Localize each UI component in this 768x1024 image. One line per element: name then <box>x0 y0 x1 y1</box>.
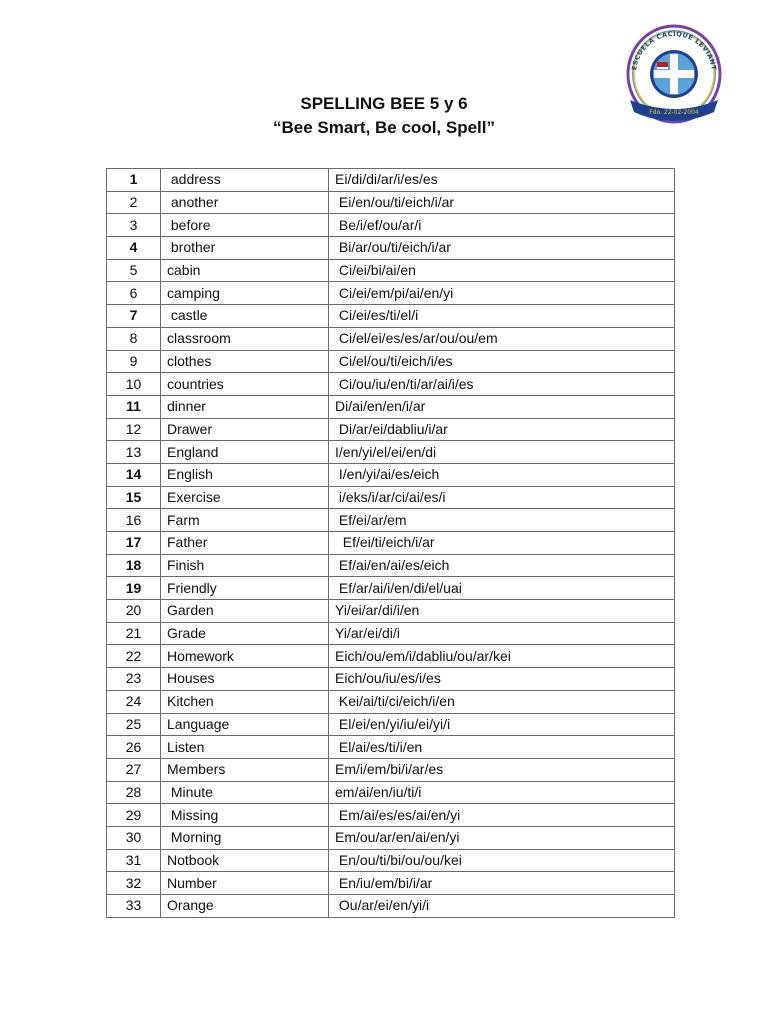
row-number: 19 <box>107 577 161 600</box>
table-row <box>107 736 675 759</box>
row-number: 27 <box>107 758 161 781</box>
word-cell: Notbook <box>161 849 329 872</box>
spelling-cell: Kei/ai/ti/ci/eich/i/en <box>329 690 675 713</box>
row-number: 13 <box>107 441 161 464</box>
row-number: 29 <box>107 804 161 827</box>
table-row <box>107 373 675 396</box>
word-cell: Minute <box>161 781 329 804</box>
spelling-cell: Yi/ei/ar/di/i/en <box>329 600 675 623</box>
word-cell: Listen <box>161 736 329 759</box>
table-row <box>107 169 675 192</box>
row-number: 9 <box>107 350 161 373</box>
word-cell: England <box>161 441 329 464</box>
spelling-cell: Ci/el/ou/ti/eich/i/es <box>329 350 675 373</box>
word-cell: clothes <box>161 350 329 373</box>
table-row <box>107 441 675 464</box>
row-number: 25 <box>107 713 161 736</box>
spelling-cell: Ci/ei/es/ti/el/i <box>329 305 675 328</box>
table-row <box>107 395 675 418</box>
word-cell: classroom <box>161 327 329 350</box>
spelling-cell: i/eks/i/ar/ci/ai/es/i <box>329 486 675 509</box>
row-number: 17 <box>107 532 161 555</box>
table-row <box>107 418 675 441</box>
row-number: 14 <box>107 463 161 486</box>
table-row <box>107 259 675 282</box>
row-number: 33 <box>107 895 161 918</box>
row-number: 32 <box>107 872 161 895</box>
row-number: 8 <box>107 327 161 350</box>
spelling-cell: Be/i/ef/ou/ar/i <box>329 214 675 237</box>
table-row <box>107 305 675 328</box>
row-number: 15 <box>107 486 161 509</box>
spelling-cell: Ci/ei/bi/ai/en <box>329 259 675 282</box>
word-cell: before <box>161 214 329 237</box>
document-title: SPELLING BEE 5 y 6 <box>300 94 468 113</box>
row-number: 4 <box>107 237 161 260</box>
row-number: 31 <box>107 849 161 872</box>
spelling-cell: Eich/ou/iu/es/i/es <box>329 668 675 691</box>
row-number: 20 <box>107 600 161 623</box>
word-cell: brother <box>161 237 329 260</box>
spelling-cell: Di/ai/en/en/i/ar <box>329 395 675 418</box>
spelling-cell: Bi/ar/ou/ti/eich/i/ar <box>329 237 675 260</box>
word-cell: Morning <box>161 826 329 849</box>
word-cell: Missing <box>161 804 329 827</box>
table-row <box>107 600 675 623</box>
table-row <box>107 327 675 350</box>
spelling-cell: El/ei/en/yi/iu/ei/yi/i <box>329 713 675 736</box>
word-cell: castle <box>161 305 329 328</box>
word-cell: Homework <box>161 645 329 668</box>
spelling-cell: Em/i/em/bi/i/ar/es <box>329 758 675 781</box>
row-number: 23 <box>107 668 161 691</box>
table-row <box>107 509 675 532</box>
spelling-word-table-body <box>107 169 675 918</box>
spelling-word-table <box>106 168 675 918</box>
word-cell: cabin <box>161 259 329 282</box>
table-row <box>107 872 675 895</box>
table-row <box>107 577 675 600</box>
row-number: 11 <box>107 395 161 418</box>
word-cell: another <box>161 191 329 214</box>
spelling-cell: Ou/ar/ei/en/yi/i <box>329 895 675 918</box>
row-number: 12 <box>107 418 161 441</box>
word-cell: Language <box>161 713 329 736</box>
row-number: 5 <box>107 259 161 282</box>
spelling-cell: Em/ai/es/es/ai/en/yi <box>329 804 675 827</box>
word-cell: dinner <box>161 395 329 418</box>
spelling-cell: Em/ou/ar/en/ai/en/yi <box>329 826 675 849</box>
word-cell: Houses <box>161 668 329 691</box>
spelling-cell: Ci/ou/iu/en/ti/ar/ai/i/es <box>329 373 675 396</box>
table-row <box>107 214 675 237</box>
row-number: 30 <box>107 826 161 849</box>
table-row <box>107 532 675 555</box>
spelling-cell: Ef/ei/ti/eich/i/ar <box>329 532 675 555</box>
row-number: 10 <box>107 373 161 396</box>
spelling-cell: Ei/en/ou/ti/eich/i/ar <box>329 191 675 214</box>
spelling-cell: Ei/di/di/ar/i/es/es <box>329 169 675 192</box>
word-cell: Father <box>161 532 329 555</box>
word-cell: Farm <box>161 509 329 532</box>
row-number: 24 <box>107 690 161 713</box>
word-cell: Orange <box>161 895 329 918</box>
spelling-cell: I/en/yi/ai/es/eich <box>329 463 675 486</box>
spelling-cell: Yi/ar/ei/di/i <box>329 622 675 645</box>
table-row <box>107 895 675 918</box>
row-number: 16 <box>107 509 161 532</box>
seal-ribbon-text: Fdo. 22-02-2004 <box>649 109 699 116</box>
table-row <box>107 463 675 486</box>
spelling-cell: En/ou/ti/bi/ou/ou/kei <box>329 849 675 872</box>
row-number: 6 <box>107 282 161 305</box>
table-row <box>107 781 675 804</box>
table-row <box>107 350 675 373</box>
spelling-cell: Ci/el/ei/es/es/ar/ou/ou/em <box>329 327 675 350</box>
word-cell: Drawer <box>161 418 329 441</box>
table-row <box>107 690 675 713</box>
spelling-cell: El/ai/es/ti/i/en <box>329 736 675 759</box>
row-number: 2 <box>107 191 161 214</box>
table-row <box>107 554 675 577</box>
row-number: 22 <box>107 645 161 668</box>
spelling-cell: I/en/yi/el/ei/en/di <box>329 441 675 464</box>
table-row <box>107 645 675 668</box>
table-row <box>107 804 675 827</box>
spelling-cell: Ef/ar/ai/i/en/di/el/uai <box>329 577 675 600</box>
spelling-cell: Ef/ei/ar/em <box>329 509 675 532</box>
row-number: 28 <box>107 781 161 804</box>
document-subtitle: “Bee Smart, Be cool, Spell” <box>272 118 495 137</box>
word-cell: Kitchen <box>161 690 329 713</box>
spelling-cell: Ef/ai/en/ai/es/eich <box>329 554 675 577</box>
table-row <box>107 237 675 260</box>
table-row <box>107 849 675 872</box>
word-cell: Finish <box>161 554 329 577</box>
row-number: 21 <box>107 622 161 645</box>
spelling-cell: em/ai/en/iu/ti/i <box>329 781 675 804</box>
word-cell: camping <box>161 282 329 305</box>
row-number: 7 <box>107 305 161 328</box>
table-row <box>107 486 675 509</box>
seal-arc-text: ESCUELA CACIQUE LEVIANT <box>630 29 718 71</box>
table-row <box>107 758 675 781</box>
spelling-cell: En/iu/em/bi/i/ar <box>329 872 675 895</box>
spelling-cell: Di/ar/ei/dabliu/i/ar <box>329 418 675 441</box>
document-header <box>0 92 768 140</box>
word-cell: Garden <box>161 600 329 623</box>
word-cell: address <box>161 169 329 192</box>
word-cell: Members <box>161 758 329 781</box>
row-number: 3 <box>107 214 161 237</box>
row-number: 18 <box>107 554 161 577</box>
table-row <box>107 713 675 736</box>
word-cell: English <box>161 463 329 486</box>
table-row <box>107 622 675 645</box>
word-cell: Friendly <box>161 577 329 600</box>
table-row <box>107 191 675 214</box>
word-cell: Exercise <box>161 486 329 509</box>
table-row <box>107 668 675 691</box>
table-row <box>107 826 675 849</box>
row-number: 1 <box>107 169 161 192</box>
table-row <box>107 282 675 305</box>
word-cell: Grade <box>161 622 329 645</box>
word-cell: Number <box>161 872 329 895</box>
word-cell: countries <box>161 373 329 396</box>
spelling-cell: Eich/ou/em/i/dabliu/ou/ar/kei <box>329 645 675 668</box>
row-number: 26 <box>107 736 161 759</box>
spelling-cell: Ci/ei/em/pi/ai/en/yi <box>329 282 675 305</box>
